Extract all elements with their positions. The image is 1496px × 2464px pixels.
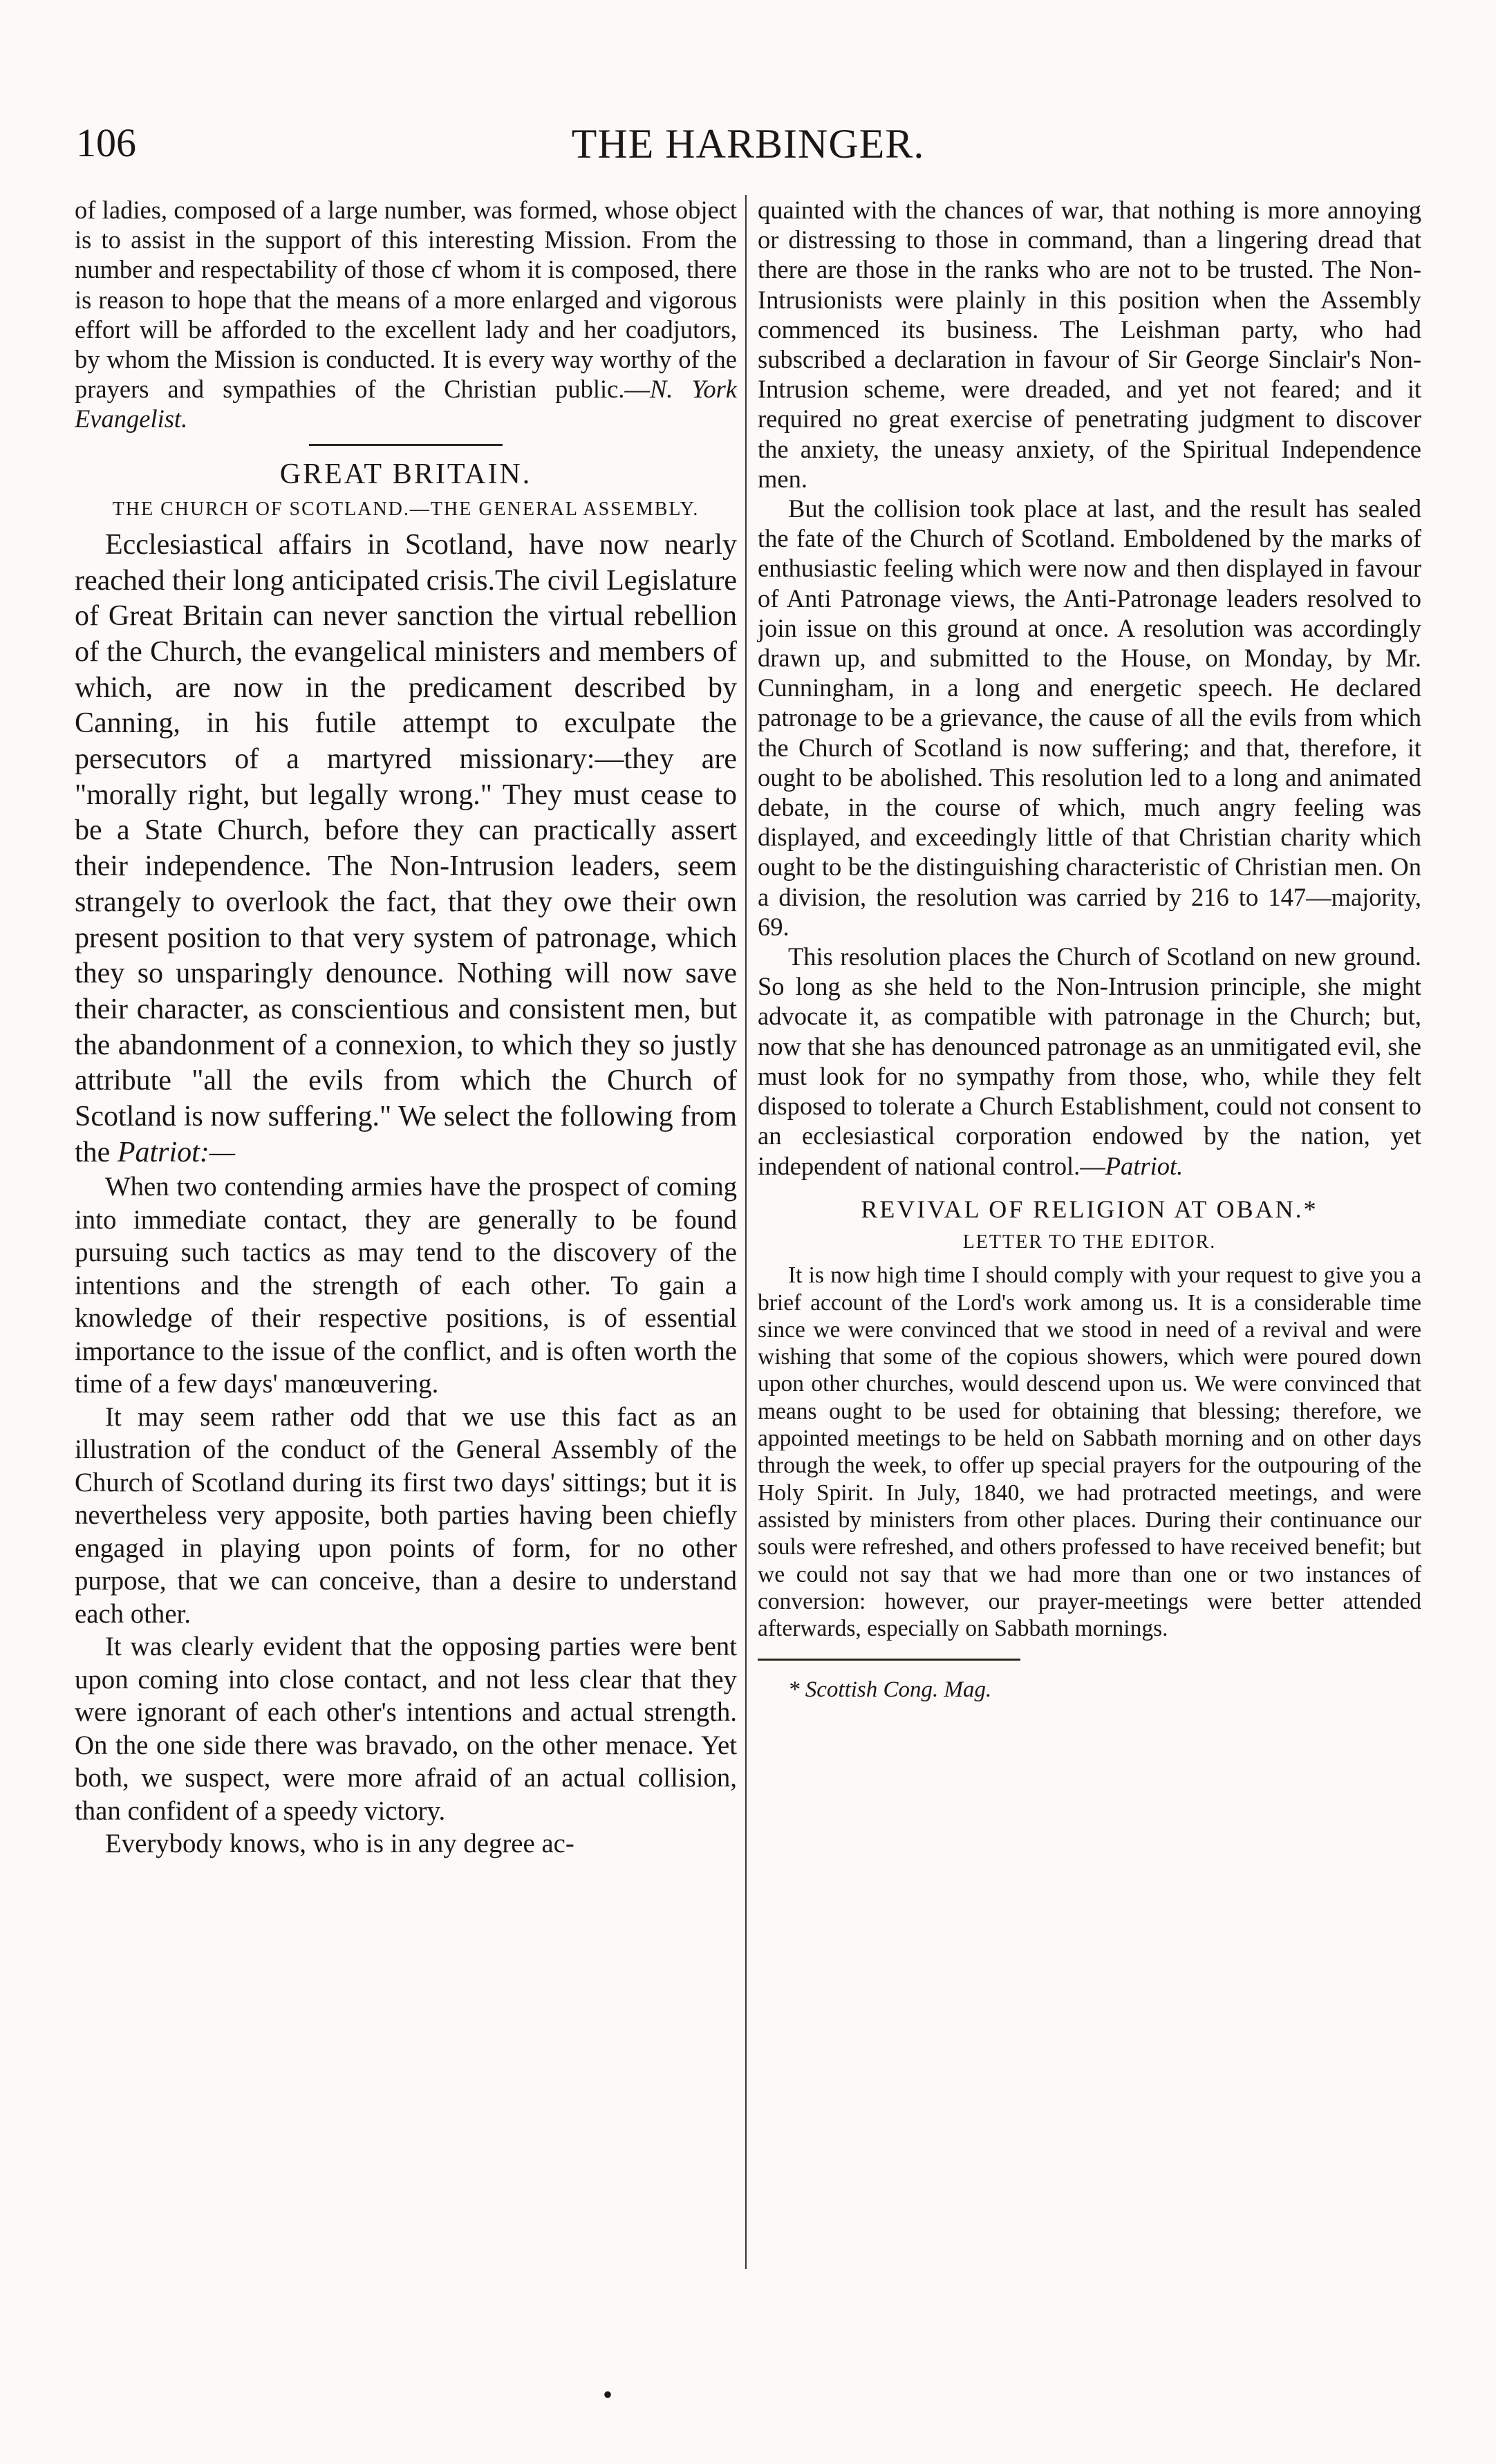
article-paragraph: But the collision took place at last, and the result has sealed the fate of the Church of Scotland. Emboldened by the marks of enthusiastic feeling which were now and then displayed in favour of Anti Patronage views, the Anti-Patronage leaders resolved to join issue on this ground at once. A resolution was accordingly drawn up, and submitted to the House, on Monday, by Mr. Cunningham, in a long and energetic speech. He declared patronage to be a grievance, the cause of all the evils from which the Church of Scotland is now suffering; and that, therefore, it ought to be abolished. This resolution led to a long and animated debate, in the course of which, much angry feeling was displayed, and exceedingly little of that Christian charity which ought to be the distinguishing characteristic of Christian men. On a division, the resolution was carried by 216 to 147—majority, 69. bbox=[758, 494, 1421, 941]
column-divider bbox=[745, 195, 747, 2269]
article-paragraph: It was clearly evident that the opposing parties were bent upon coming into close contact, and not less clear that they were ignorant of each other's intentions and actual strength. On the one side there was bravado, on the other menace. Yet both, we suspect, were more afraid of an actual collision, than confident of a speedy victory. bbox=[75, 1632, 737, 1826]
revival-title: REVIVAL OF RELIGION AT OBAN.* bbox=[861, 1195, 1318, 1223]
footnote-rule bbox=[758, 1659, 1020, 1661]
intro-text: of ladies, composed of a large number, was formed, whose object is to assist in the support of this interesting Mission. From the number and respectability of those cf whom it is composed, there is reason to hope that the means of a more enlarged and vigorous effort will be afforded to the excellent lady and her coadjutors, by whom the Mission is conducted. It is every way worthy of the prayers and sympathies of the Christian public.— bbox=[75, 196, 737, 404]
right-column bbox=[758, 195, 1421, 1704]
running-head bbox=[0, 120, 1496, 178]
paragraph-text: Ecclesiastical affairs in Scotland, have now nearly reached their long anticipated crisis.The civil Legislature of Great Britain can never sanction the virtual rebellion of the Church, the evangelical ministers and members of which, are now in the predicament described by Canning, in his futile attempt to exculpate the persecutors of a martyred missionary:—they are "morally right, but legally wrong." They must cease to be a State Church, before they can practically assert their independence. The Non-Intrusion leaders, seem strangely to overlook the fact, that they owe their own present position to that very system of patronage, which they so unsparingly denounce. Nothing will now save their character, as conscientious and consistent men, but the abandonment of a connexion, to which they so justly attribute "all the evils from which the Church of Scotland is now suffering." We select the following from the bbox=[75, 528, 737, 1168]
page-ornament: • bbox=[603, 2379, 613, 2410]
page-number: 106 bbox=[76, 120, 136, 165]
letter-paragraph: It is now high time I should comply with your request to give you a brief account of the Lord's work among us. It is a considerable time since we were convinced that we stood in need of a revival and were wishing that some of the copious showers, which were poured down upon other churches, would descend upon us. We were convinced that means ought to be used for obtaining that blessing; therefore, we appointed meetings to be held on Sabbath morning and on other days through the week, to offer up special prayers for the outpouring of the Holy Spirit. In July, 1840, we had protracted meetings, and were assisted by ministers from other places. During their continuance our souls were refreshed, and others professed to have received benefit; but we could not say that we had more than one or two instances of conversion: however, our prayer-meetings were better attended afterwards, especially on Sabbath mornings. bbox=[758, 1262, 1421, 1642]
article-paragraph: quainted with the chances of war, that nothing is more annoying or distressing to those in command, than a lingering dread that there are those in the ranks who are not to be trusted. The Non-Intrusionists were plainly in this position when the Assembly commenced its business. The Leishman party, who had subscribed a declaration in favour of Sir George Sinclair's Non-Intrusion scheme, were dreaded, and yet not feared; and it required no great exercise of penetrating judgment to discover the anxiety, the uneasy anxiety, of the Spiritual Independence men. bbox=[758, 196, 1421, 493]
section-rule bbox=[309, 444, 503, 446]
journal-title: THE HARBINGER. bbox=[571, 121, 925, 167]
article-paragraph: When two contending armies have the prospect of coming into immediate contact, they are generally to be found pursuing such tactics as may tend to the discovery of the intentions and the strength of each other. To gain a knowledge of their respective positions, is of essential importance to the issue of the conflict, and is often worth the time of a few days' manœuvering. bbox=[75, 1172, 737, 1399]
paragraph-source: Patriot:— bbox=[117, 1136, 236, 1168]
letter-heading: LETTER TO THE EDITOR. bbox=[962, 1231, 1217, 1253]
article-paragraph bbox=[758, 942, 1421, 1181]
footnote: * Scottish Cong. Mag. bbox=[788, 1677, 992, 1703]
intro-paragraph bbox=[75, 195, 737, 434]
article-subheading: THE CHURCH OF SCOTLAND.—THE GENERAL ASSEMBLY. bbox=[112, 498, 700, 520]
article-paragraph: It may seem rather odd that we use this fact as an illustration of the conduct of the General Assembly of the Church of Scotland during its first two days' sittings; but it is nevertheless very apposite, both parties having been chiefly engaged in playing upon points of form, for no other purpose, that we can conceive, than a desire to understand each other. bbox=[75, 1401, 737, 1629]
paragraph-source: Patriot. bbox=[1105, 1151, 1184, 1180]
article-paragraph bbox=[75, 528, 737, 1171]
article-paragraph: Everybody knows, who is in any degree ac- bbox=[105, 1829, 574, 1859]
section-title: GREAT BRITAIN. bbox=[279, 458, 532, 490]
left-column bbox=[75, 195, 737, 1860]
paragraph-text: This resolution places the Church of Scotland on new ground. So long as she held to the Non-Intrusion principle, she might advocate it, as compatible with patronage in the Church; but, now that she has denounced patronage as an unmitigated evil, she must look for no sympathy from those, who, while they felt disposed to tolerate a Church Establishment, could not consent to an ecclesiastical corporation endowed by the nation, yet independent of national control.— bbox=[758, 942, 1421, 1180]
intro-source: N. York Evangelist. bbox=[75, 375, 737, 433]
